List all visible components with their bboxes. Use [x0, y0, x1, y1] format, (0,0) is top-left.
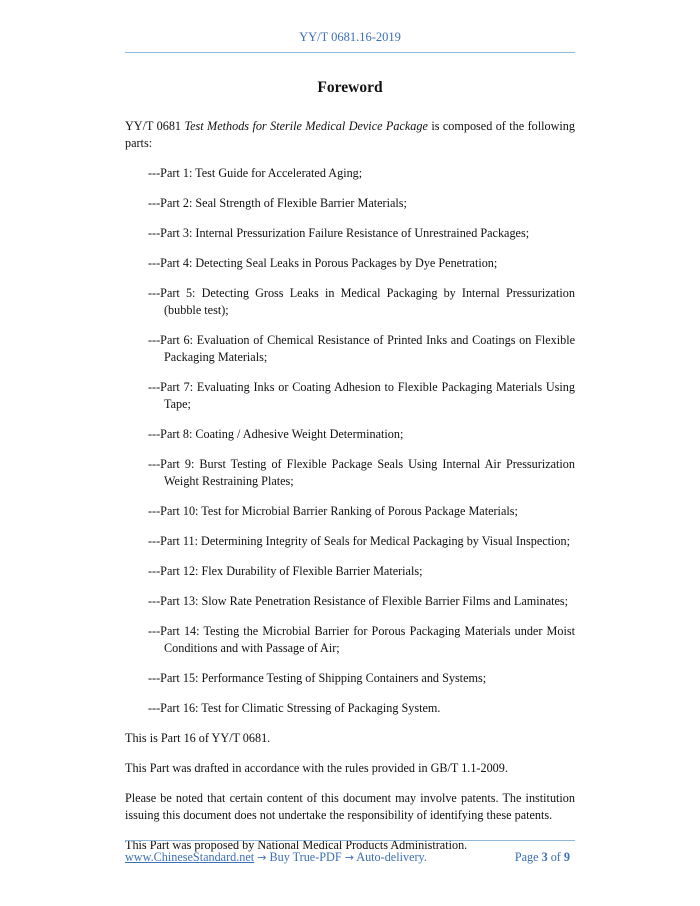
intro-standard-title: Test Methods for Sterile Medical Device Package [184, 119, 428, 133]
page-current: 3 [541, 850, 548, 864]
page-of: of [547, 850, 564, 864]
footer-divider [125, 840, 575, 841]
part-statement-paragraph: This is Part 16 of YY/T 0681. [125, 731, 271, 745]
page-total: 9 [563, 850, 570, 864]
page-number [515, 850, 570, 865]
intro-prefix: YY/T 0681 [125, 119, 185, 133]
intro-suffix: is composed of the following parts: [125, 119, 575, 150]
header-divider [125, 52, 575, 53]
proposer-paragraph: This Part was proposed by National Medical Products Administration. [125, 838, 468, 852]
list-item: ---Part 3: Internal Pressurization Failure Resistance of Unrestrained Packages; [148, 226, 530, 240]
list-item: ---Part 14: Testing the Microbial Barrier for Porous Packaging Materials under Moist Conditions and with Passage of Air; [148, 624, 575, 655]
buy-pdf-text: Buy True-PDF [266, 850, 345, 864]
list-item: ---Part 4: Detecting Seal Leaks in Porous Packages by Dye Penetration; [148, 256, 498, 270]
list-item: ---Part 11: Determining Integrity of Seals for Medical Packaging by Visual Inspection; [148, 534, 571, 548]
footer-promo [125, 850, 427, 865]
list-item: ---Part 12: Flex Durability of Flexible Barrier Materials; [148, 564, 423, 578]
parts-list [125, 165, 575, 717]
list-item: ---Part 1: Test Guide for Accelerated Aging; [148, 166, 363, 180]
list-item: ---Part 2: Seal Strength of Flexible Barrier Materials; [148, 196, 407, 210]
list-item: ---Part 6: Evaluation of Chemical Resistance of Printed Inks and Coatings on Flexible Packaging Materials; [148, 333, 575, 364]
list-item: ---Part 13: Slow Rate Penetration Resistance of Flexible Barrier Films and Laminates; [148, 594, 569, 608]
list-item: ---Part 16: Test for Climatic Stressing of Packaging System. [148, 701, 441, 715]
list-item: ---Part 7: Evaluating Inks or Coating Adhesion to Flexible Packaging Materials Using Tape; [148, 380, 575, 411]
list-item: ---Part 9: Burst Testing of Flexible Package Seals Using Internal Air Pressurization Weight Restraining Plates; [148, 457, 575, 488]
list-item: ---Part 15: Performance Testing of Shipping Containers and Systems; [148, 671, 487, 685]
running-header: YY/T 0681.16-2019 [299, 30, 401, 44]
list-item: ---Part 5: Detecting Gross Leaks in Medical Packaging by Internal Pressurization (bubble test); [148, 286, 575, 317]
list-item: ---Part 8: Coating / Adhesive Weight Determination; [148, 427, 404, 441]
patent-notice-paragraph: Please be noted that certain content of this document may involve patents. The institution issuing this document does not undertake the responsibility of identifying these patents. [125, 791, 575, 822]
arrow-right-icon: → [344, 851, 354, 864]
arrow-right-icon: → [257, 851, 267, 864]
auto-delivery-text: Auto-delivery. [353, 850, 427, 864]
intro-paragraph [125, 118, 575, 152]
page-title: Foreword [317, 79, 383, 96]
list-item: ---Part 10: Test for Microbial Barrier Ranking of Porous Package Materials; [148, 504, 518, 518]
document-body [125, 118, 575, 867]
website-link[interactable]: www.ChineseStandard.net [125, 850, 255, 864]
page-label: Page [514, 850, 542, 864]
drafting-rules-paragraph: This Part was drafted in accordance with the rules provided in GB/T 1.1-2009. [125, 761, 508, 775]
